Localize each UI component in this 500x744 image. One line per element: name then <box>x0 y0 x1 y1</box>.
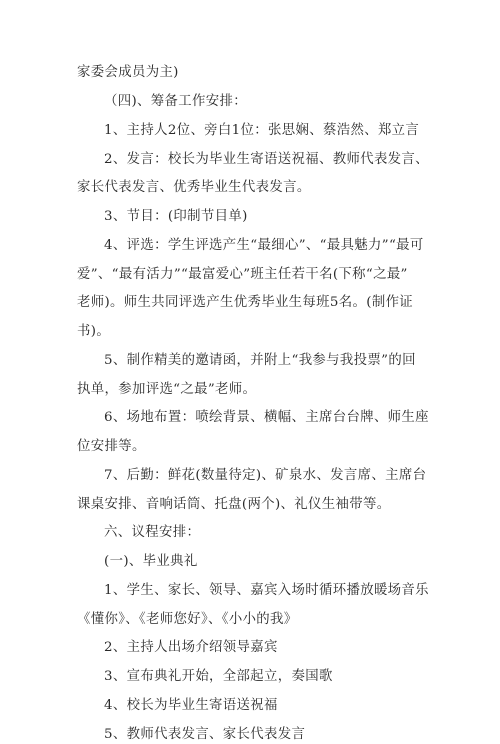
text-line: 1、学生、家长、领导、嘉宾入场时循环播放暖场音乐 <box>104 583 429 598</box>
text-line: 4、校长为毕业生寄语送祝福 <box>104 698 278 713</box>
text-line: 课桌安排、音响话筒、托盘(两个)、礼仪生袖带等。 <box>77 497 391 512</box>
text-line: 老师)。师生共同评选产生优秀毕业生每班5名。(制作证 <box>77 295 414 310</box>
text-line: 1、主持人2位、旁白1位：张思娴、蔡浩然、郑立言 <box>104 123 420 138</box>
text-line: 6、场地布置：喷绘背景、横幅、主席台台牌、师生座 <box>104 410 429 425</box>
text-line: 《懂你》、《老师您好》、《小小的我》 <box>77 612 298 627</box>
text-line: 位安排等。 <box>77 439 146 454</box>
subsection-heading: (一)、毕业典礼 <box>104 554 198 569</box>
text-line: 家委会成员为主) <box>77 65 179 80</box>
text-line: 5、制作精美的邀请函，并附上“我参与我投票”的回 <box>104 353 416 368</box>
text-line: 7、后勤：鲜花(数量待定)、矿泉水、发言席、主席台 <box>104 468 427 483</box>
text-line: 书)。 <box>77 324 111 339</box>
text-line: 爱”、“最有活力”“最富爱心”班主任若干名(下称“之最” <box>77 267 408 282</box>
section-heading: （四)、筹备工作安排： <box>104 94 247 109</box>
section-heading: 六、议程安排： <box>104 525 201 540</box>
text-line: 2、主持人出场介绍领导嘉宾 <box>104 640 278 655</box>
text-line: 家长代表发言、优秀毕业生代表发言。 <box>77 180 311 195</box>
text-line: 3、宣布典礼开始，全部起立，奏国歌 <box>104 669 333 684</box>
text-line: 2、发言：校长为毕业生寄语送祝福、教师代表发言、 <box>104 152 429 167</box>
text-line: 4、评选：学生评选产生“最细心”、“最具魅力”“最可 <box>104 238 424 253</box>
text-line: 3、节目：(印制节目单) <box>104 209 248 224</box>
text-line: 执单，参加评选“之最”老师。 <box>77 382 257 397</box>
text-line: 5、教师代表发言、家长代表发言 <box>104 727 306 742</box>
